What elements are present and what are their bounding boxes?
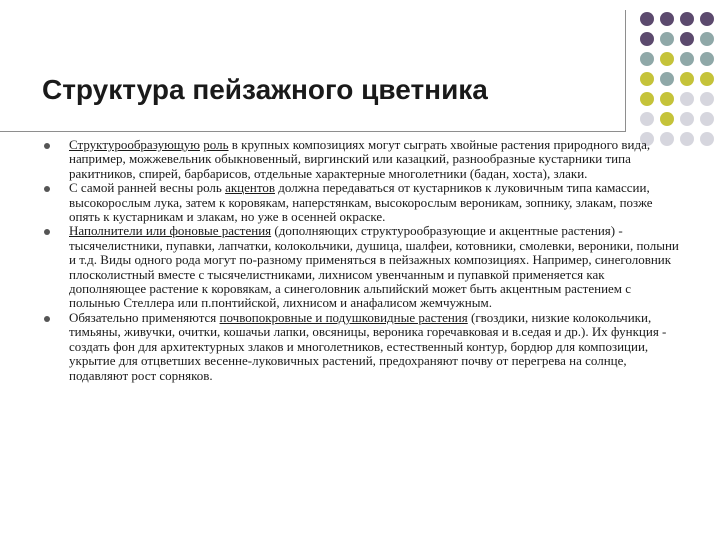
decorative-dot-gray — [640, 112, 654, 126]
bullet-item — [44, 138, 684, 181]
bullet-item — [44, 311, 684, 383]
decorative-dot-gray — [700, 92, 714, 106]
bullet-text-segment: должна передаваться от кустарников к луковичным типа камассии, высокорослым лука, затем к коровякам, наперстянкам, высокорослым вероникам, зопнику, злакам, позже опять к кустарникам и злакам, но уже в осенней окраске. — [69, 180, 653, 225]
decorative-dot-yellow — [640, 72, 654, 86]
decorative-dot-teal — [660, 72, 674, 86]
bullet-text — [69, 223, 679, 310]
decorative-dot-gray — [680, 92, 694, 106]
bullet-dot-icon — [44, 229, 50, 235]
decorative-dot-teal — [700, 52, 714, 66]
bullet-text-segment: (дополняющих структурообразующие и акцентные растения) - тысячелистники, пупавки, лапчатки, колокольчики, душица, шалфеи, котовники, смолевки, вероники, полыни и т.д. Виды одного рода могут по-разному применяться в пейзажных композициях. Например, синеголовник плосколистный вместе с тысячелистниками, лихнисом увенчанным и пупавкой применяется как дополняющее растение к коровякам, а синеголовник альпийский может быть акцентным растением с полынью Стеллера или п.понтийской, лихнисом и анафалисом жемчужным. — [69, 223, 679, 311]
underlined-term: почвопокровные и подушковидные растения — [219, 309, 468, 325]
underlined-term: Наполнители или фоновые растения — [69, 223, 272, 239]
underlined-term: акцентов — [225, 180, 275, 196]
decorative-dot-purple — [700, 12, 714, 26]
decorative-dot-gray — [700, 132, 714, 146]
decorative-dot-teal — [640, 52, 654, 66]
decorative-dot-teal — [680, 52, 694, 66]
bullet-text-segment: (гвоздики, низкие колокольчики, тимьяны, живучки, очитки, кошачьи лапки, овсяницы, вероника горечавковая и в.седая и др.). Их функция - создать фон для архитектурных злаков и многолетников, естественный контур, бордюр для композиции, укрытие для отцветших весенне-луковичных растений, предохраняют почву от перегрева на солнце, подавляют рост сорняков. — [69, 309, 667, 383]
decorative-dot-purple — [660, 12, 674, 26]
bullet-text-segment: С самой ранней весны роль — [69, 180, 226, 196]
decorative-dot-teal — [700, 32, 714, 46]
decorative-dot-yellow — [680, 72, 694, 86]
bullet-text — [69, 180, 653, 224]
title-divider — [0, 131, 625, 132]
decorative-dot-yellow — [660, 92, 674, 106]
bullet-text — [69, 310, 666, 383]
bullet-item — [44, 224, 684, 310]
decorative-dot-gray — [700, 112, 714, 126]
bullet-text-segment: Обязательно применяются — [69, 309, 220, 325]
bullet-text-segment: в крупных композициях могут сыграть хвойные растения природного вида, например, можжевельник обыкновенный, виргинский или казацкий, разнообразные кустарники типа ракитников, спирей, барбарисов, отдельные характерные многолетники (бадан, хоста), злаки. — [69, 137, 651, 181]
slide-title: Структура пейзажного цветника — [42, 74, 488, 105]
bullet-item — [44, 181, 684, 224]
bullet-list — [44, 138, 684, 383]
decorative-dot-gray — [680, 112, 694, 126]
bullet-dot-icon — [44, 316, 50, 322]
underlined-term: роль — [203, 137, 229, 152]
underlined-term: Структурообразующую — [69, 137, 201, 152]
bullet-text — [69, 137, 650, 181]
decorative-dot-purple — [640, 32, 654, 46]
decorative-dot-yellow — [660, 52, 674, 66]
decorative-dot-purple — [680, 32, 694, 46]
decorative-dot-yellow — [660, 112, 674, 126]
vertical-divider — [625, 10, 626, 132]
bullet-dot-icon — [44, 186, 50, 192]
decorative-dot-yellow — [700, 72, 714, 86]
decorative-dot-yellow — [640, 92, 654, 106]
decorative-dot-purple — [640, 12, 654, 26]
bullet-dot-icon — [44, 143, 50, 149]
decorative-dot-teal — [660, 32, 674, 46]
decorative-dot-purple — [680, 12, 694, 26]
